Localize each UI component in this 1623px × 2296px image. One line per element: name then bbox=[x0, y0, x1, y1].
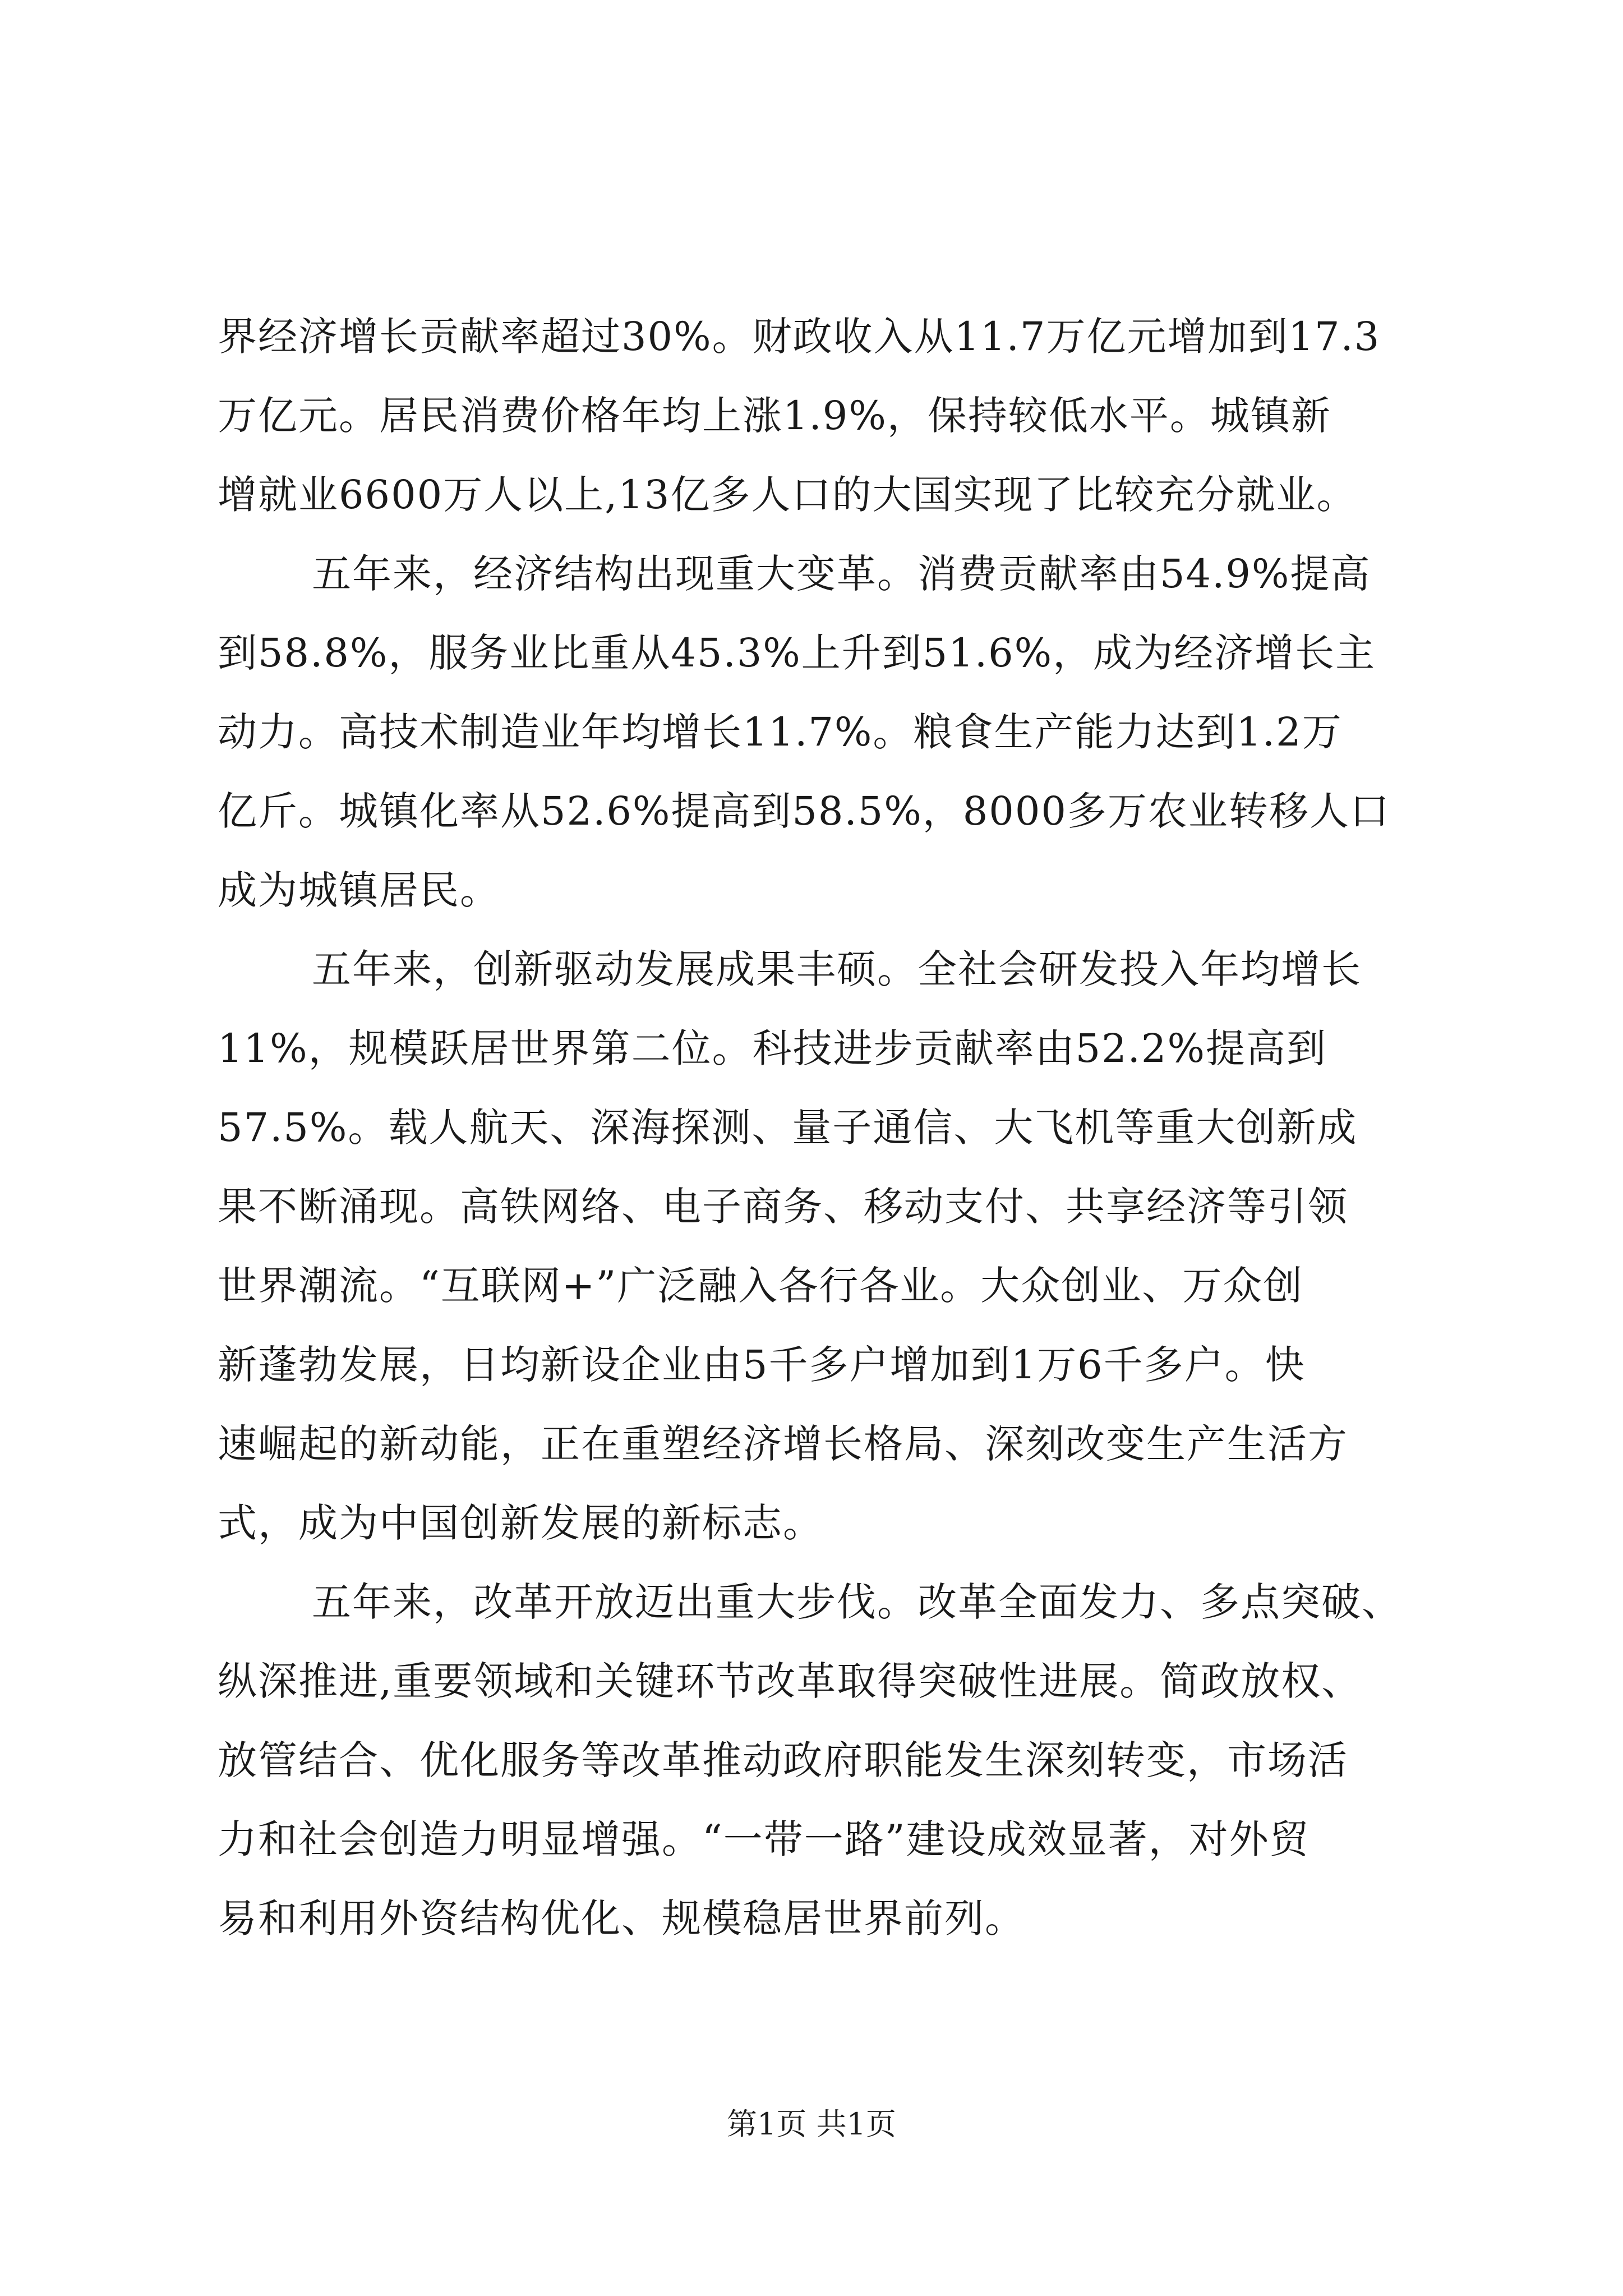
paragraph bbox=[218, 930, 1423, 1563]
text-line: 11%，规模跃居世界第二位。科技进步贡献率由52.2%提高到 bbox=[218, 1025, 1327, 1071]
body-text bbox=[218, 297, 1423, 1958]
text-line: 57.5%。载人航天、深海探测、量子通信、大飞机等重大创新成 bbox=[218, 1105, 1358, 1151]
text-line: 纵深推进,重要领域和关键环节改革取得突破性进展。简政放权、 bbox=[218, 1658, 1362, 1704]
text-line: 五年来，经济结构出现重大变革。消费贡献率由54.9%提高 bbox=[312, 551, 1371, 597]
text-line: 增就业6600万人以上,13亿多人口的大国实现了比较充分就业。 bbox=[218, 472, 1357, 518]
text-line: 力和社会创造力明显增强。“一带一路”建设成效显著，对外贸 bbox=[218, 1816, 1310, 1862]
text-line: 到58.8%，服务业比重从45.3%上升到51.6%，成为经济增长主 bbox=[218, 630, 1376, 676]
text-line: 世界潮流。“互联网+”广泛融入各行各业。大众创业、万众创 bbox=[218, 1263, 1304, 1309]
text-line: 果不断涌现。高铁网络、电子商务、移动支付、共享经济等引领 bbox=[218, 1184, 1348, 1230]
text-line: 动力。高技术制造业年均增长11.7%。粮食生产能力达到1.2万 bbox=[218, 709, 1343, 755]
text-line: 五年来，创新驱动发展成果丰硕。全社会研发投入年均增长 bbox=[312, 946, 1362, 992]
paragraph bbox=[218, 535, 1423, 930]
text-line: 新蓬勃发展，日均新设企业由5千多户增加到1万6千多户。快 bbox=[218, 1342, 1306, 1388]
text-line: 五年来，改革开放迈出重大步伐。改革全面发力、多点突破、 bbox=[312, 1579, 1402, 1625]
text-line: 亿斤。城镇化率从52.6%提高到58.5%，8000多万农业转移人口 bbox=[218, 788, 1390, 834]
text-line: 成为城镇居民。 bbox=[218, 867, 500, 913]
paragraph bbox=[218, 1563, 1423, 1958]
text-line: 万亿元。居民消费价格年均上涨1.9%，保持较低水平。城镇新 bbox=[218, 393, 1331, 439]
text-line: 界经济增长贡献率超过30%。财政收入从11.7万亿元增加到17.3 bbox=[218, 314, 1381, 360]
text-line: 放管结合、优化服务等改革推动政府职能发生深刻转变，市场活 bbox=[218, 1737, 1348, 1783]
page-number-footer: 第1页 共1页 bbox=[727, 2106, 896, 2142]
text-line: 速崛起的新动能，正在重塑经济增长格局、深刻改变生产生活方 bbox=[218, 1421, 1348, 1467]
paragraph bbox=[218, 297, 1423, 535]
text-line: 式，成为中国创新发展的新标志。 bbox=[218, 1500, 823, 1546]
text-line: 易和利用外资结构优化、规模稳居世界前列。 bbox=[218, 1895, 1025, 1941]
